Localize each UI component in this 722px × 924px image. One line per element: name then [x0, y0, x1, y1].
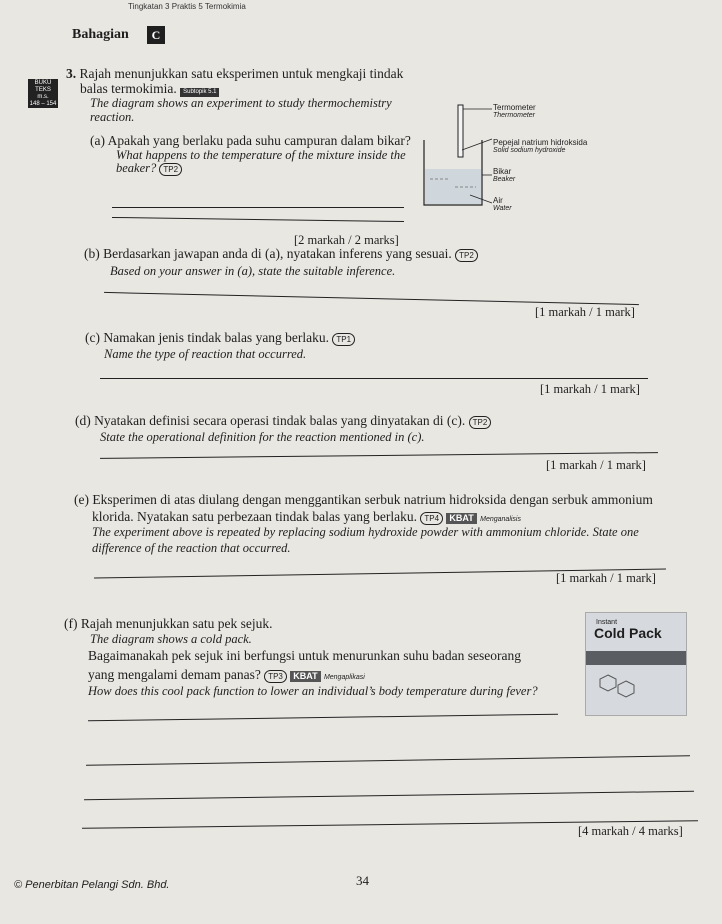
qb-en: Based on your answer in (a), state the suitable inference. [110, 264, 396, 278]
tp-badge: TP2 [455, 249, 478, 262]
qd-en: State the operational definition for the reaction mentioned in (c). [100, 430, 425, 444]
qb-ms: (b) Berdasarkan jawapan anda di (a), nyatakan inferens yang sesuai. TP2 [84, 246, 478, 262]
answer-line-f3[interactable] [84, 791, 694, 801]
cold-pack-band [586, 651, 686, 665]
answer-line-a1[interactable] [112, 207, 404, 208]
label-thermometer: Termometer Thermometer [493, 103, 536, 119]
qe-en-line2: difference of the reaction that occurred. [92, 541, 291, 555]
answer-line-c[interactable] [100, 378, 648, 379]
subtopic-tag: Subtopik 5.1 [180, 88, 219, 97]
answer-line-a2[interactable] [112, 217, 404, 222]
tp-badge: TP1 [332, 333, 355, 346]
cold-pack-small-text: Instant [596, 619, 618, 626]
qf-en-line1: The diagram shows a cold pack. [90, 632, 252, 646]
tp-badge: TP3 [264, 670, 287, 683]
kbat-badge: KBAT [446, 513, 476, 524]
q3-intro-ms-line1: 3. Rajah menunjukkan satu eksperimen untuk mengkaji tindak [66, 66, 404, 81]
page-header: Tingkatan 3 Praktis 5 Termokimia [128, 2, 246, 11]
qf-en-line2: How does this cool pack function to lower an individual’s body temperature during fever? [88, 684, 538, 698]
question-number: 3. [66, 66, 77, 81]
tp-badge: TP2 [159, 163, 182, 176]
marks-e: [1 markah / 1 mark] [556, 571, 656, 585]
marks-c: [1 markah / 1 mark] [540, 382, 640, 396]
page-number: 34 [356, 873, 369, 888]
section-letter: C [147, 26, 165, 44]
qe-en-line1: The experiment above is repeated by replacing sodium hydroxide powder with ammonium chloride. State one [92, 525, 639, 539]
qa-ms: (a) Apakah yang berlaku pada suhu campuran dalam bikar? [90, 133, 411, 148]
textbook-ref-pages: 148 – 154 [29, 101, 57, 107]
qe-ms-line1: (e) Eksperimen di atas diulang dengan menggantikan serbuk natrium hidroksida dengan serbuk ammonium [74, 492, 653, 507]
marks-a: [2 markah / 2 marks] [294, 233, 399, 247]
thermometer-icon [458, 105, 463, 157]
snowflake-icon [598, 673, 638, 703]
marks-d: [1 markah / 1 mark] [546, 458, 646, 472]
qd-ms: (d) Nyatakan definisi secara operasi tindak balas yang dinyatakan di (c). TP2 [75, 413, 491, 429]
marks-f: [4 markah / 4 marks] [578, 824, 683, 838]
q3-intro-ms-line2: balas termokimia. Subtopik 5.1 [80, 81, 219, 97]
qe-ms-line2: klorida. Nyatakan satu perbezaan tindak balas yang berlaku. TP4 KBAT Menganalisis [92, 509, 521, 524]
qc-ms: (c) Namakan jenis tindak balas yang berlaku. TP1 [85, 330, 355, 346]
textbook-reference-badge [28, 79, 58, 108]
tp-badge: TP2 [469, 416, 492, 429]
marks-b: [1 markah / 1 mark] [535, 305, 635, 319]
section-label: Bahagian [72, 27, 129, 42]
qf-ms-line3: yang mengalami demam panas? TP3 KBAT Mengaplikasi [88, 667, 365, 682]
cold-pack-title: Cold Pack [594, 625, 662, 641]
q3-intro-en-line1: The diagram shows an experiment to study thermochemistry [90, 96, 392, 110]
qc-en: Name the type of reaction that occurred. [104, 347, 307, 361]
label-water: Air Water [493, 196, 512, 212]
label-solid: Pepejal natrium hidroksida Solid sodium hydroxide [493, 138, 588, 154]
textbook-ref-line2: TEKS [35, 87, 51, 93]
kbat-badge: KBAT [290, 671, 320, 682]
textbook-ref-line3: m.s. [37, 94, 49, 100]
qa-en-line1: What happens to the temperature of the mixture inside the [116, 148, 406, 162]
publisher-footer: © Penerbitan Pelangi Sdn. Bhd. [14, 879, 170, 891]
qf-ms-line1: (f) Rajah menunjukkan satu pek sejuk. [64, 616, 273, 631]
answer-line-b[interactable] [104, 292, 639, 305]
tp-badge: TP4 [420, 512, 443, 525]
answer-line-f2[interactable] [86, 755, 690, 765]
q3-intro-en-line2: reaction. [90, 110, 135, 124]
qa-en-line2: beaker? TP2 [116, 161, 182, 176]
textbook-ref-line1: BUKU [34, 80, 52, 86]
answer-line-f1[interactable] [88, 714, 558, 722]
experiment-diagram [400, 95, 495, 215]
qf-ms-line2: Bagaimanakah pek sejuk ini berfungsi untuk menurunkan suhu badan seseorang [88, 648, 522, 663]
cold-pack-image [585, 612, 687, 716]
label-beaker: Bikar Beaker [493, 167, 516, 183]
